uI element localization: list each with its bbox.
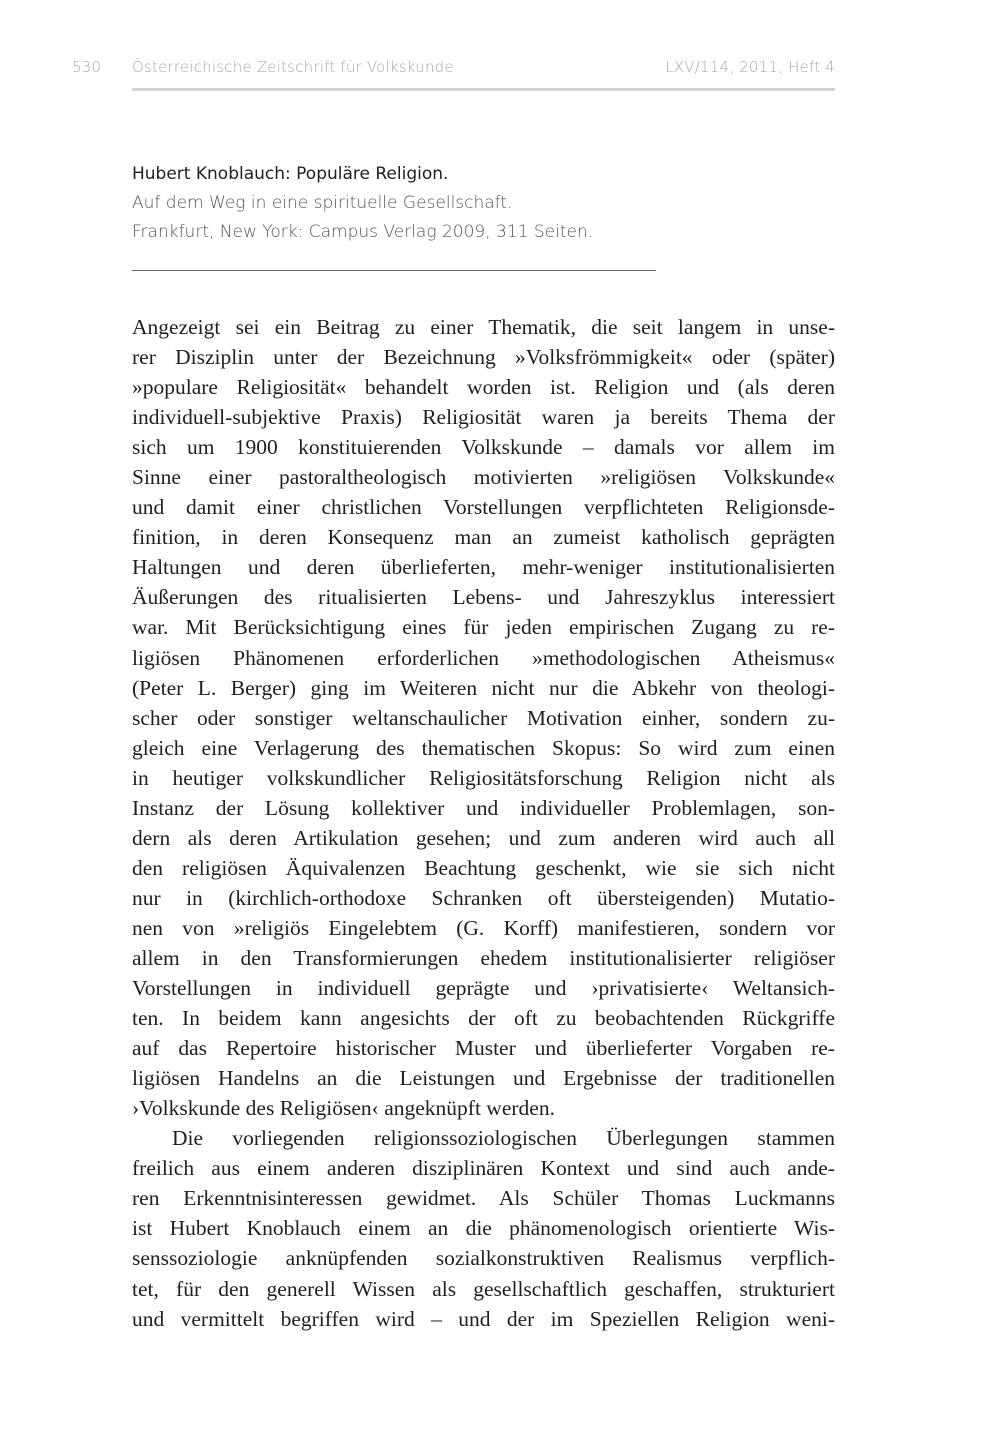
review-body bbox=[132, 312, 835, 1334]
text-line: Vorstellungen in individuell geprägte und ›privatisierte‹ Weltansich- bbox=[132, 976, 835, 1001]
text-line: Angezeigt sei ein Beitrag zu einer Thematik, die seit langem in unse- bbox=[132, 315, 835, 339]
text-line: Die vorliegenden religionssoziologischen Überlegungen stammen bbox=[172, 1126, 835, 1151]
book-title: Hubert Knoblauch: Populäre Religion. bbox=[132, 164, 449, 184]
text-line: in heutiger volkskundlicher Religiositätsforschung Religion nicht als bbox=[132, 765, 835, 790]
text-line: und damit einer christlichen Vorstellungen verpflichteten Religionsde- bbox=[132, 495, 835, 520]
paragraph-1 bbox=[132, 312, 835, 1123]
text-line: den religiösen Äquivalenzen Beachtung geschenkt, wie sie sich nicht bbox=[132, 855, 835, 880]
text-line: ist Hubert Knoblauch einem an die phänomenologisch orientierte Wis- bbox=[132, 1216, 835, 1241]
text-line: freilich aus einem anderen disziplinären Kontext und sind auch ande- bbox=[132, 1156, 835, 1181]
header-divider bbox=[132, 88, 835, 91]
text-line: nur in (kirchlich-orthodoxe Schranken oft übersteigenden) Mutatio- bbox=[132, 885, 835, 910]
text-line: (Peter L. Berger) ging im Weiteren nicht nur die Abkehr von theologi- bbox=[132, 675, 835, 700]
text-line: gleich eine Verlagerung des thematischen Skopus: So wird zum einen bbox=[132, 735, 835, 760]
page-number: 530 bbox=[72, 58, 102, 76]
text-line: ten. In beidem kann angesichts der oft zu beobachtenden Rückgriffe bbox=[132, 1006, 835, 1031]
journal-title: Österreichische Zeitschrift für Volkskunde bbox=[132, 58, 454, 76]
running-header bbox=[0, 58, 1000, 82]
review-heading bbox=[132, 160, 692, 247]
text-line: finition, in deren Konsequenz man an zumeist katholisch geprägten bbox=[132, 525, 835, 550]
text-line: auf das Repertoire historischer Muster und überlieferter Vorgaben re- bbox=[132, 1036, 835, 1061]
heading-divider bbox=[132, 270, 656, 271]
text-line: tet, für den generell Wissen als gesellschaftlich geschaffen, strukturiert bbox=[132, 1276, 835, 1301]
text-line: »populare Religiosität« behandelt worden ist. Religion und (als deren bbox=[132, 375, 835, 400]
issue-info: LXV/114, 2011, Heft 4 bbox=[665, 58, 835, 76]
text-line: und vermittelt begriffen wird – und der im Speziellen Religion weni- bbox=[132, 1306, 835, 1331]
text-line: Sinne einer pastoraltheologisch motivierten »religiösen Volkskunde« bbox=[132, 465, 835, 490]
text-line: individuell-subjektive Praxis) Religiosität waren ja bereits Thema der bbox=[132, 405, 835, 430]
text-line: ligiösen Handelns an die Leistungen und Ergebnisse der traditionellen bbox=[132, 1066, 835, 1091]
text-line: ren Erkenntnisinteressen gewidmet. Als Schüler Thomas Luckmanns bbox=[132, 1186, 835, 1211]
text-line: scher oder sonstiger weltanschaulicher Motivation einher, sondern zu- bbox=[132, 705, 835, 730]
text-line: rer Disziplin unter der Bezeichnung »Volksfrömmigkeit« oder (später) bbox=[132, 345, 835, 370]
text-line: Äußerungen des ritualisierten Lebens- und Jahreszyklus interessiert bbox=[132, 585, 835, 610]
text-line: Instanz der Lösung kollektiver und individueller Problemlagen, son- bbox=[132, 795, 835, 820]
text-line: ligiösen Phänomenen erforderlichen »methodologischen Atheismus« bbox=[132, 645, 835, 670]
text-line: ›Volkskunde des Religiösen‹ angeknüpft werden. bbox=[132, 1096, 555, 1121]
text-line: sich um 1900 konstituierenden Volkskunde – damals vor allem im bbox=[132, 435, 835, 460]
publication-details: Frankfurt, New York: Campus Verlag 2009, 311 Seiten. bbox=[132, 222, 594, 242]
book-subtitle: Auf dem Weg in eine spirituelle Gesellschaft. bbox=[132, 193, 513, 213]
text-line: allem in den Transformierungen ehedem institutionalisierter religiöser bbox=[132, 945, 835, 970]
paragraph-2 bbox=[132, 1123, 835, 1333]
text-line: Haltungen und deren überlieferten, mehr-weniger institutionalisierten bbox=[132, 555, 835, 580]
text-line: senssoziologie anknüpfenden sozialkonstruktiven Realismus verpflich- bbox=[132, 1246, 835, 1271]
text-line: nen von »religiös Eingelebtem (G. Korff) manifestieren, sondern vor bbox=[132, 915, 835, 940]
text-line: war. Mit Berücksichtigung eines für jeden empirischen Zugang zu re- bbox=[132, 615, 835, 640]
text-line: dern als deren Artikulation gesehen; und zum anderen wird auch all bbox=[132, 825, 835, 850]
